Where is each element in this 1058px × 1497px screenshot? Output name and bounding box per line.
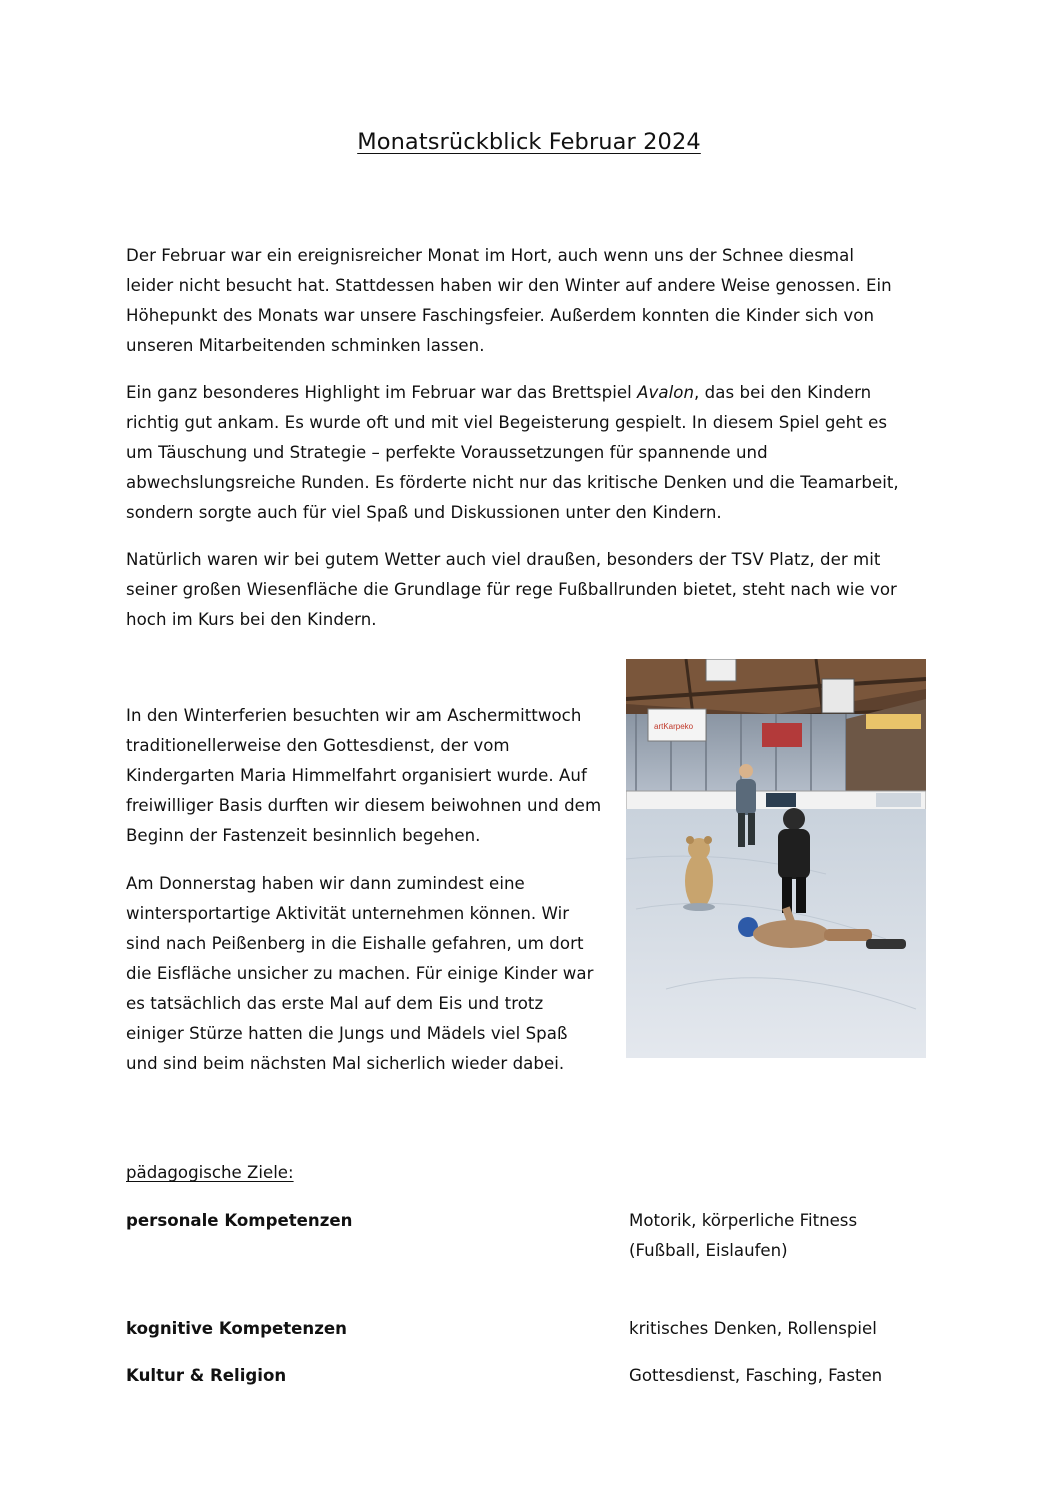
intro-paragraph: [126, 241, 892, 361]
game-title: Avalon: [637, 383, 695, 402]
banner-text: artKarpeko: [654, 722, 694, 731]
text-line: richtig gut ankam. Es wurde oft und mit viel Begeisterung gespielt. In diesem Spiel geht es: [126, 413, 888, 432]
text-line: Höhepunkt des Monats war unsere Faschingsfeier. Außerdem konnten die Kinder sich von: [126, 306, 875, 325]
goal-description: [629, 1361, 882, 1391]
text-line: Natürlich waren wir bei gutem Wetter auch viel draußen, besonders der TSV Platz, der mit: [126, 550, 881, 569]
church-paragraph: [126, 701, 601, 851]
text-line: In den Winterferien besuchten wir am Aschermittwoch: [126, 706, 582, 725]
page-title: Monatsrückblick Februar 2024: [357, 129, 701, 155]
text-line: seiner großen Wiesenfläche die Grundlage für rege Fußballrunden bietet, steht nach wie vor: [126, 580, 897, 599]
text-fragment: Ein ganz besonderes Highlight im Februar war das Brettspiel: [126, 383, 638, 402]
goal-description-line: kritisches Denken, Rollenspiel: [629, 1319, 877, 1338]
text-line: hoch im Kurs bei den Kindern.: [126, 610, 377, 629]
top-sign: [706, 659, 736, 681]
goal-description: [629, 1206, 857, 1266]
goals-heading: pädagogische Ziele:: [126, 1163, 294, 1182]
text-line: wintersportartige Aktivität unternehmen können. Wir: [126, 904, 570, 923]
text-line: es tatsächlich das erste Mal auf dem Eis und trotz: [126, 994, 544, 1013]
text-line: leider nicht besucht hat. Stattdessen haben wir den Winter auf andere Weise genossen. Ein: [126, 276, 892, 295]
text-fragment: , das bei den Kindern: [694, 383, 872, 402]
text-line: sondern sorgte auch für viel Spaß und Diskussionen unter den Kindern.: [126, 503, 722, 522]
text-line: unseren Mitarbeitenden schminken lassen.: [126, 336, 485, 355]
text-line: um Täuschung und Strategie – perfekte Voraussetzungen für spannende und: [126, 443, 768, 462]
goal-description-line: (Fußball, Eislaufen): [629, 1241, 788, 1260]
goal-description-line: Gottesdienst, Fasching, Fasten: [629, 1366, 883, 1385]
text-line: und sind beim nächsten Mal sicherlich wieder dabei.: [126, 1054, 565, 1073]
text-line: Beginn der Fastenzeit besinnlich begehen.: [126, 826, 481, 845]
ice-rink-photo: [626, 659, 926, 1058]
text-line: traditionellerweise den Gottesdienst, der vom: [126, 736, 510, 755]
text-line: Kindergarten Maria Himmelfahrt organisiert wurde. Auf: [126, 766, 587, 785]
outdoor-paragraph: [126, 545, 897, 635]
goal-description-line: Motorik, körperliche Fitness: [629, 1211, 858, 1230]
text-line: freiwilliger Basis durften wir diesem beiwohnen und dem: [126, 796, 602, 815]
goal-name: personale Kompetenzen: [126, 1211, 353, 1230]
text-line: Der Februar war ein ereignisreicher Monat im Hort, auch wenn uns der Schnee diesmal: [126, 246, 854, 265]
text-line: einiger Stürze hatten die Jungs und Mädels viel Spaß: [126, 1024, 568, 1043]
text-line: [126, 378, 899, 408]
goal-name: Kultur & Religion: [126, 1366, 287, 1385]
ice-skating-paragraph: [126, 869, 593, 1079]
text-line: Am Donnerstag haben wir dann zumindest eine: [126, 874, 525, 893]
avalon-paragraph: [126, 378, 899, 528]
ice-rink-illustration: [626, 659, 926, 1058]
goal-name: kognitive Kompetenzen: [126, 1319, 347, 1338]
goal-description: [629, 1314, 877, 1344]
text-line: die Eisfläche unsicher zu machen. Für einige Kinder war: [126, 964, 594, 983]
red-banner: [762, 723, 802, 747]
scoreboard: [822, 679, 854, 713]
text-line: abwechslungsreiche Runden. Es förderte nicht nur das kritische Denken und die Teamarbeit,: [126, 473, 899, 492]
text-line: sind nach Peißenberg in die Eishalle gefahren, um dort: [126, 934, 584, 953]
